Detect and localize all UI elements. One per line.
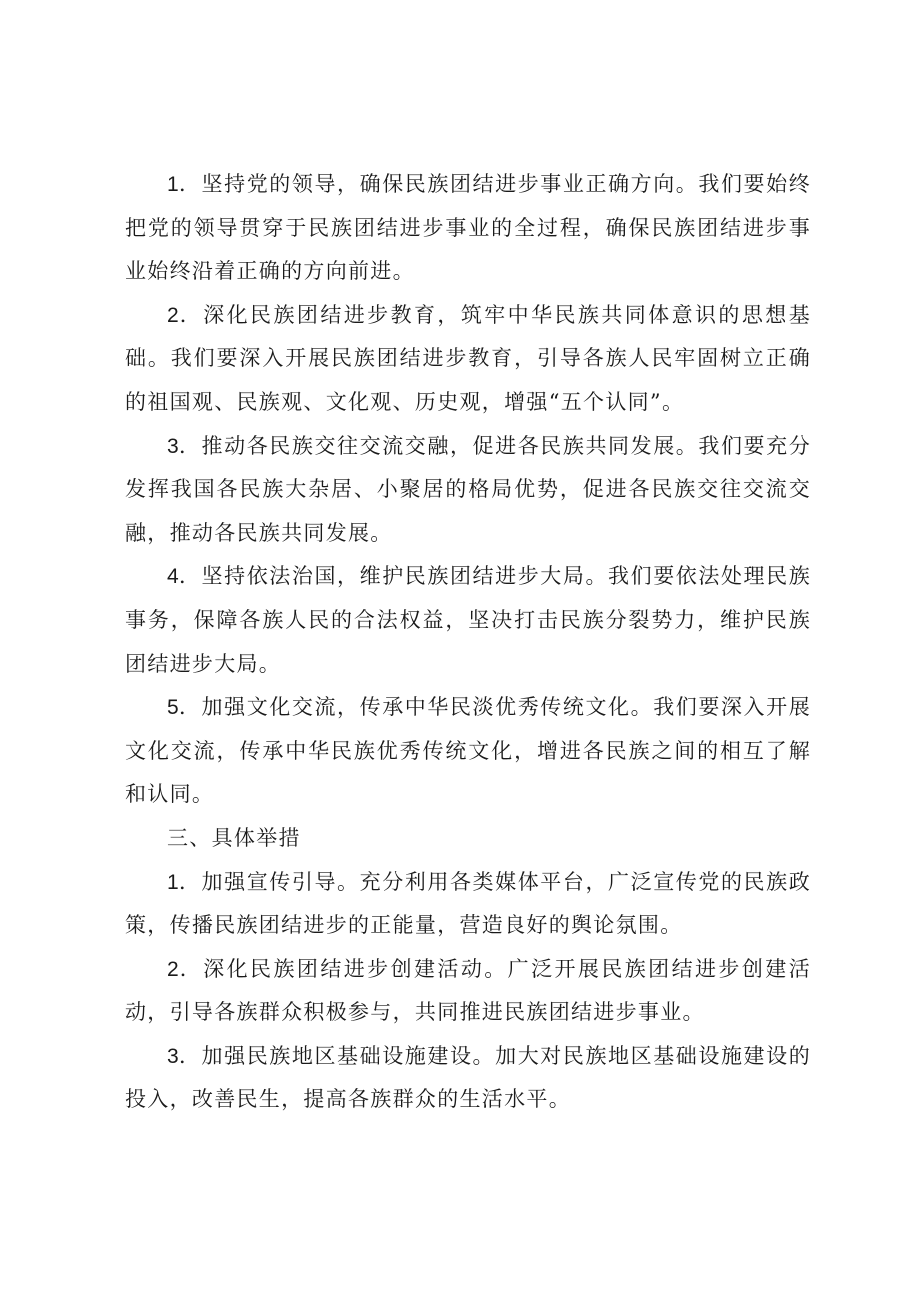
paragraph-number: 1 (167, 173, 179, 196)
principle-paragraph-4 (125, 555, 811, 686)
measure-paragraph-3 (125, 1035, 811, 1122)
measure-paragraph-2 (125, 948, 811, 1035)
principle-paragraph-5 (125, 686, 811, 817)
document-body (125, 163, 811, 1122)
section-heading: 三、具体举措 (167, 825, 301, 850)
paragraph-text: ．深化民族团结进步创建活动。广泛开展民族团结进步创建活动，引导各族群众积极参与，共同推进民族团结进步事业。 (125, 956, 811, 1025)
paragraph-number: 4 (167, 565, 179, 589)
measure-paragraph-1 (125, 861, 811, 948)
paragraph-text: ．坚持依法治国，维护民族团结进步大局。我们要依法处理民族事务，保障各族人民的合法权益，坚决打击民族分裂势力，维护民族团结进步大局。 (125, 564, 811, 676)
paragraph-text: ．深化民族团结进步教育，筑牢中华民族共同体意识的思想基础。我们要深入开展民族团结进步教育，引导各族人民牢固树立正确的祖国观、民族观、文化观、历史观，增强“五个认同”。 (125, 302, 811, 414)
paragraph-number: 2 (167, 303, 179, 327)
paragraph-text: ．推动各民族交往交流交融，促进各民族共同发展。我们要充分发挥我国各民族大杂居、小聚居的格局优势，促进各民族交往交流交融，推动各民族共同发展。 (125, 433, 811, 545)
paragraph-text: ．加强文化交流，传承中华民淡优秀传统文化。我们要深入开展文化交流，传承中华民族优秀传统文化，增进各民族之间的相互了解和认同。 (125, 695, 811, 807)
principle-paragraph-3 (125, 425, 811, 556)
paragraph-number: 1 (167, 870, 179, 894)
principle-paragraph-2 (125, 294, 811, 425)
paragraph-text: ．加强宣传引导。充分利用各类媒体平台，广泛宣传党的民族政策，传播民族团结进步的正能量，营造良好的舆论氛围。 (125, 869, 811, 938)
paragraph-number: 3 (167, 434, 179, 458)
paragraph-text: ．加强民族地区基础设施建设。加大对民族地区基础设施建设的投入，改善民生，提高各族群众的生活水平。 (125, 1043, 811, 1112)
paragraph-number: 3 (167, 1044, 179, 1068)
paragraph-number: 5 (167, 696, 179, 720)
principle-paragraph-1 (125, 163, 811, 294)
paragraph-number: 2 (167, 957, 179, 981)
paragraph-text: ．坚持党的领导，确保民族团结进步事业正确方向。我们要始终把党的领导贯穿于民族团结进步事业的全过程，确保民族团结进步事业始终沿着正确的方向前进。 (125, 172, 811, 284)
